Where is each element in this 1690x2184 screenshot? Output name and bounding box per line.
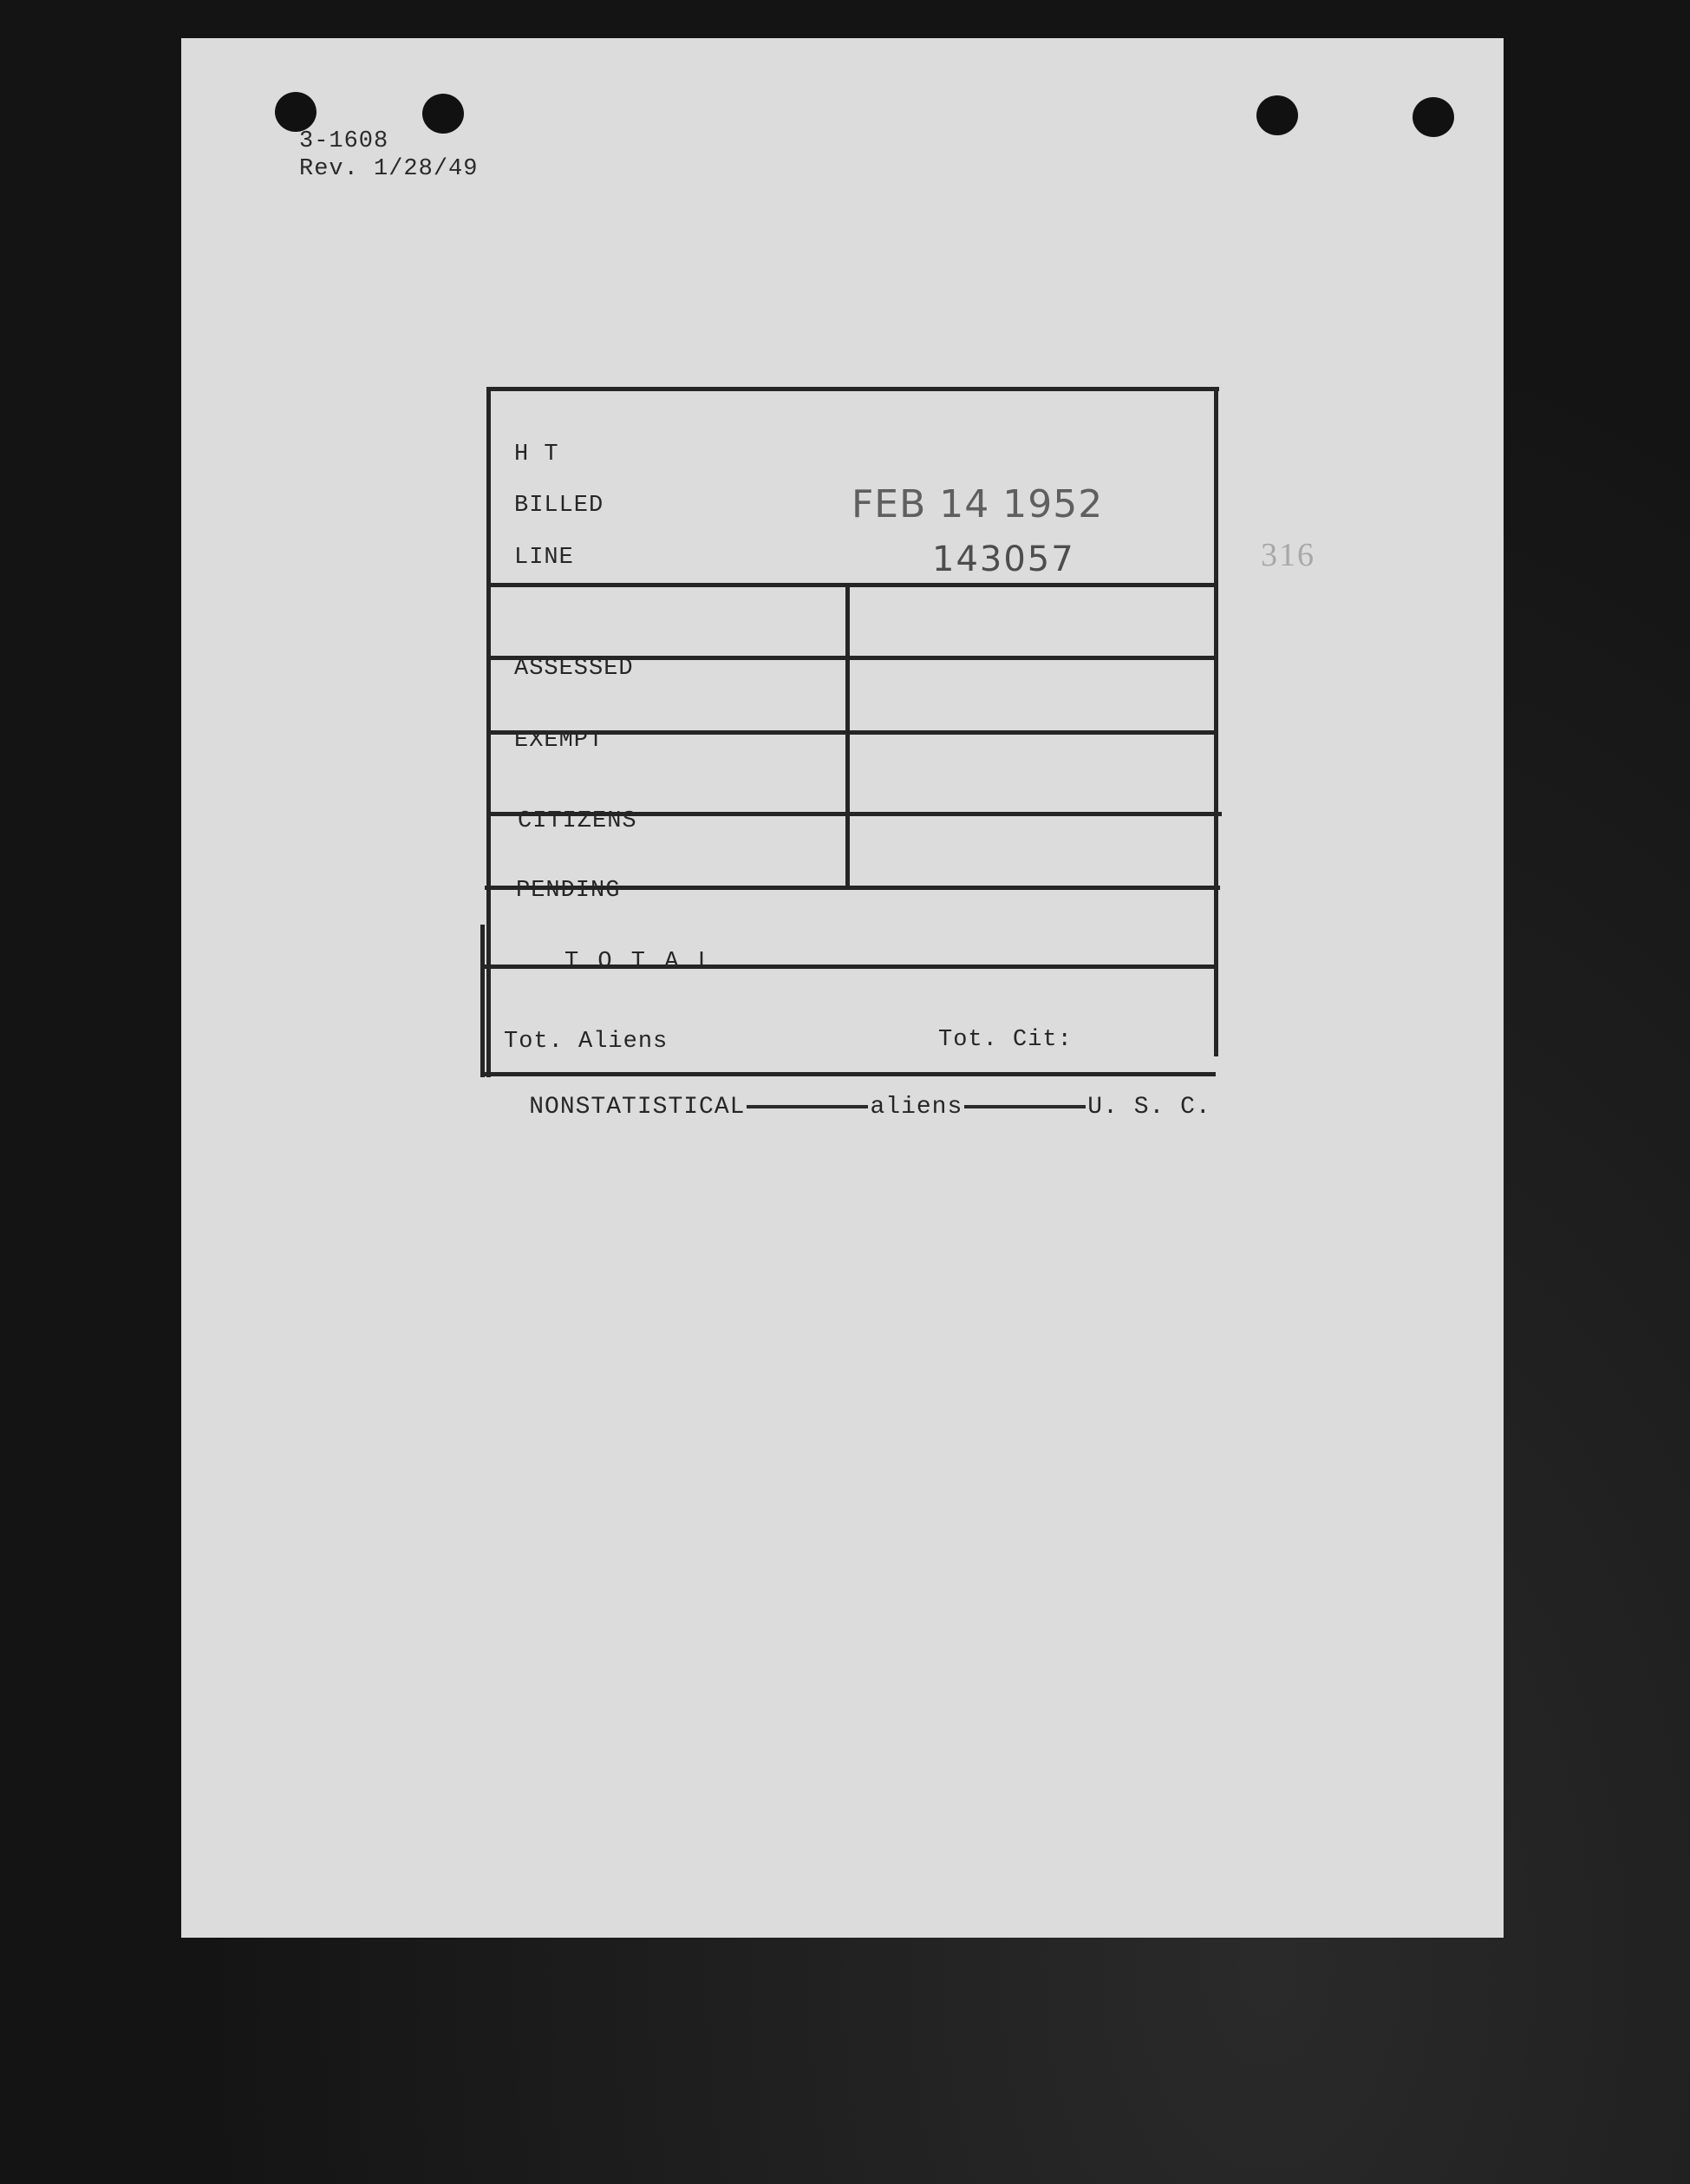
column-divider <box>845 583 850 890</box>
tot-cit-label: Tot. Cit: <box>938 1027 1073 1053</box>
stamp-right-border <box>1214 391 1218 1056</box>
blank-line-1 <box>747 1105 868 1108</box>
document-page <box>181 38 1504 1938</box>
side-number: 316 <box>1261 537 1315 573</box>
form-revision: Rev. 1/28/49 <box>299 156 479 182</box>
blank-line-2 <box>964 1105 1086 1108</box>
header-label: H T <box>514 441 559 468</box>
usc-label: U. S. C. <box>1087 1094 1211 1121</box>
punch-hole-1 <box>275 92 316 132</box>
rule-header-bottom <box>486 583 1217 587</box>
form-code: 3-1608 <box>299 128 389 154</box>
pending-label: PENDING <box>516 878 621 904</box>
assessed-label: ASSESSED <box>514 656 634 682</box>
punch-hole-3 <box>1256 95 1298 135</box>
form-code-block <box>299 128 478 183</box>
citizens-label: CITIZENS <box>518 808 637 834</box>
line-label: LINE <box>514 545 574 571</box>
exempt-label: EXEMPT <box>514 728 604 754</box>
line-number-stamp: 143057 <box>932 539 1075 579</box>
billed-date-stamp: FEB 14 1952 <box>852 482 1104 526</box>
tot-aliens-label: Tot. Aliens <box>504 1029 669 1055</box>
stamp-left-border-lower <box>480 925 485 1077</box>
billed-label: BILLED <box>514 493 604 519</box>
total-label: T O T A L <box>564 949 714 975</box>
billing-stamp-form <box>476 387 1222 1081</box>
punch-hole-4 <box>1413 97 1454 137</box>
nonstatistical-label: NONSTATISTICAL <box>529 1094 746 1121</box>
aliens-label: aliens <box>870 1094 963 1121</box>
stamp-top-border <box>486 387 1219 391</box>
nonstatistical-row <box>467 1067 1211 1148</box>
